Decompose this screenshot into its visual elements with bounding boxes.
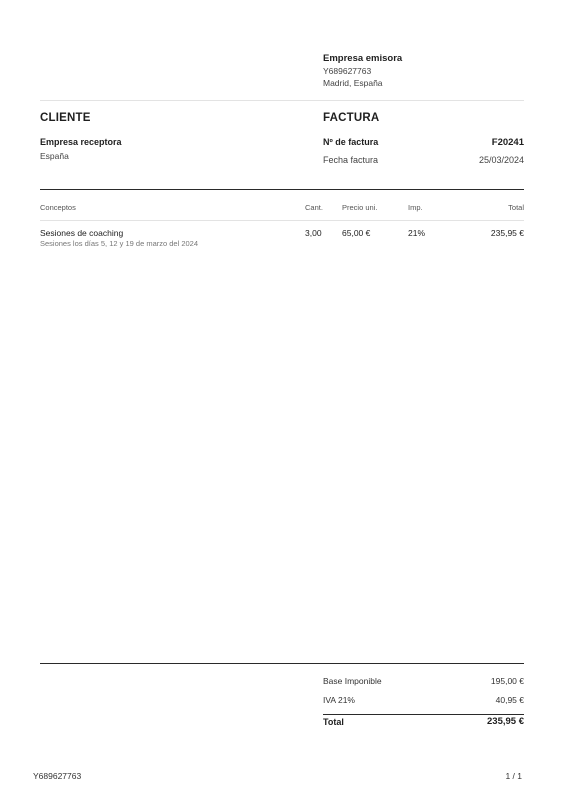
total-value: 235,95 € bbox=[487, 716, 524, 727]
client-name: Empresa receptora bbox=[40, 137, 122, 147]
emitter-name: Empresa emisora bbox=[323, 53, 403, 64]
row-price: 65,00 € bbox=[342, 228, 371, 238]
invoice-number: F20241 bbox=[491, 137, 524, 148]
th-total: Total bbox=[508, 203, 524, 212]
row-qty: 3,00 bbox=[305, 228, 322, 238]
table-top-rule bbox=[40, 189, 524, 190]
header-divider bbox=[40, 100, 524, 101]
row-description: Sesiones los días 5, 12 y 19 de marzo del 2024 bbox=[40, 239, 199, 248]
footer-tax-id: Y689627763 bbox=[33, 771, 82, 781]
row-concept: Sesiones de coaching bbox=[40, 228, 124, 238]
th-qty: Cant. bbox=[305, 203, 323, 212]
th-price: Precio uni. bbox=[342, 203, 378, 212]
emitter-location: Madrid, España bbox=[323, 78, 383, 88]
th-concept: Conceptos bbox=[40, 203, 76, 212]
row-tax: 21% bbox=[408, 228, 426, 238]
th-tax: Imp. bbox=[408, 203, 423, 212]
invoice-heading: FACTURA bbox=[323, 112, 380, 124]
invoice-date: 25/03/2024 bbox=[478, 155, 524, 165]
client-country: España bbox=[40, 151, 69, 161]
invoice-number-label: Nº de factura bbox=[323, 137, 379, 147]
emitter-tax-id: Y689627763 bbox=[323, 66, 372, 76]
client-heading: CLIENTE bbox=[40, 112, 91, 124]
total-rule bbox=[323, 714, 524, 715]
vat-value: 40,95 € bbox=[495, 695, 524, 705]
invoice-date-label: Fecha factura bbox=[323, 155, 379, 165]
row-total: 235,95 € bbox=[490, 228, 524, 238]
emitter-block bbox=[323, 52, 523, 89]
summary-top-rule bbox=[40, 663, 524, 664]
total-label: Total bbox=[323, 717, 344, 727]
base-label: Base Imponible bbox=[323, 676, 382, 686]
vat-label: IVA 21% bbox=[323, 695, 355, 705]
table-header-divider bbox=[40, 220, 524, 221]
page-number: 1 / 1 bbox=[505, 771, 522, 781]
base-value: 195,00 € bbox=[490, 676, 524, 686]
